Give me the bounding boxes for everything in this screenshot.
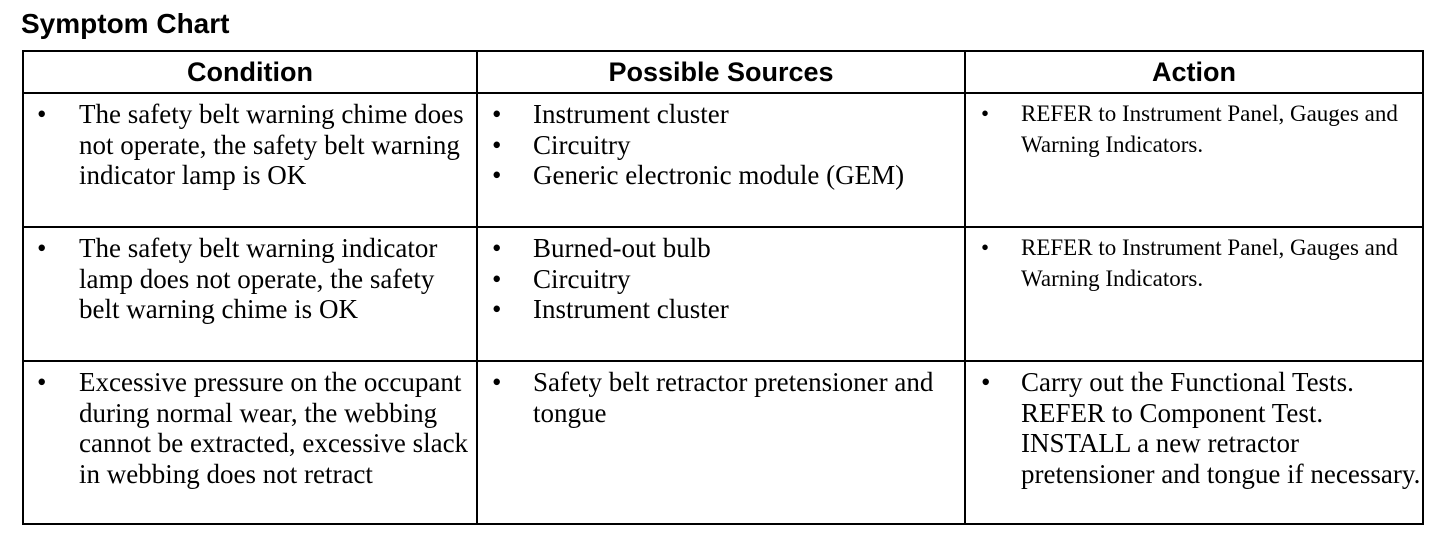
bullet-icon: • [981, 101, 990, 126]
condition-cell [23, 227, 477, 361]
bullet-icon: • [492, 263, 502, 294]
action-text: REFER to Instrument Panel, Gauges and Warning Indicators. [1021, 101, 1398, 157]
action-item [966, 99, 1422, 160]
bullet-icon: • [492, 294, 502, 324]
sources-cell [477, 361, 965, 524]
source-item [478, 233, 964, 264]
condition-cell [23, 93, 477, 227]
sources-cell [477, 93, 965, 227]
action-text: Carry out the Functional Tests. REFER to Component Test. INSTALL a new retractor pretensioner and tongue if necessary. [1021, 367, 1421, 489]
condition-item [24, 233, 476, 325]
action-cell [965, 361, 1423, 524]
header-possible-sources: Possible Sources [477, 51, 965, 93]
source-item [478, 367, 964, 428]
bullet-icon: • [37, 233, 47, 263]
source-text: Instrument cluster [533, 294, 729, 324]
bullet-icon: • [492, 233, 502, 263]
bullet-icon: • [492, 129, 502, 160]
bullet-icon: • [492, 160, 502, 190]
table-row [23, 361, 1423, 524]
table-header-row [23, 51, 1423, 93]
bullet-icon: • [37, 99, 47, 129]
source-item [478, 99, 964, 130]
condition-item [24, 367, 476, 489]
page-title: Symptom Chart [21, 8, 230, 39]
action-text: REFER to Instrument Panel, Gauges and Warning Indicators. [1021, 235, 1398, 291]
action-item [966, 367, 1422, 489]
table-row [23, 227, 1423, 361]
action-cell [965, 227, 1423, 361]
action-item [966, 233, 1422, 294]
source-text: Instrument cluster [533, 99, 729, 129]
symptom-chart-table [22, 50, 1424, 525]
condition-text: The safety belt warning indicator lamp does not operate, the safety belt warning chime is OK [79, 233, 438, 324]
condition-cell [23, 361, 477, 524]
source-item [478, 294, 964, 325]
source-text: Safety belt retractor pretensioner and tongue [533, 367, 934, 428]
source-text: Circuitry [533, 129, 631, 160]
table-row [23, 93, 1423, 227]
bullet-icon: • [981, 235, 990, 260]
source-item [478, 130, 964, 161]
source-text: Burned-out bulb [533, 233, 711, 263]
condition-text: Excessive pressure on the occupant during normal wear, the webbing cannot be extracted, excessive slack in webbing does not retract [79, 367, 469, 489]
sources-cell [477, 227, 965, 361]
bullet-icon: • [37, 367, 47, 397]
source-text: Generic electronic module (GEM) [533, 160, 905, 190]
source-item [478, 160, 964, 191]
header-action: Action [965, 51, 1423, 93]
bullet-icon: • [981, 367, 991, 397]
header-condition: Condition [23, 51, 477, 93]
condition-item [24, 99, 476, 191]
bullet-icon: • [492, 367, 502, 397]
action-cell [965, 93, 1423, 227]
bullet-icon: • [492, 99, 502, 129]
source-text: Circuitry [533, 263, 631, 294]
condition-text: The safety belt warning chime does not operate, the safety belt warning indicator lamp is OK [79, 99, 464, 190]
source-item [478, 264, 964, 295]
